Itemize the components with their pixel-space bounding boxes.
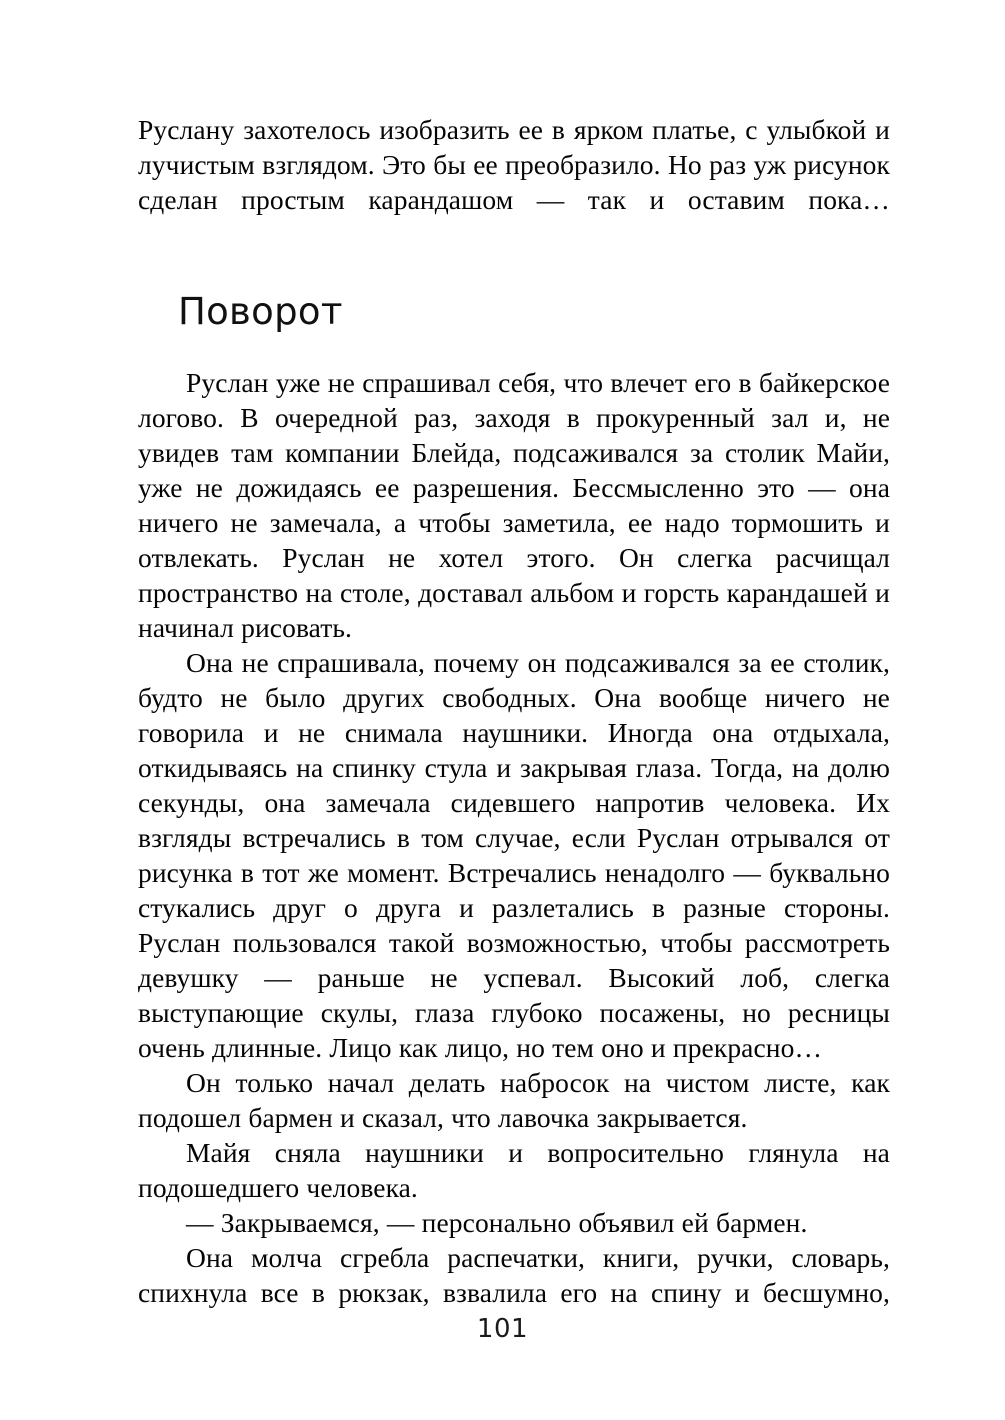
paragraph-6: Она молча сгребла распечатки, книги, ручки, словарь, спихнула все в рюкзак, взвалила его на спину и бесшумно, bbox=[138, 1242, 890, 1308]
paragraph-5-dialogue: — Закрываемся, — персонально объявил ей бармен. bbox=[186, 1207, 808, 1238]
paragraph-4: Майя сняла наушники и вопросительно глянула на подошедшего человека. bbox=[138, 1137, 890, 1203]
continuation-paragraph-block bbox=[138, 112, 890, 217]
body-text-block bbox=[138, 365, 890, 1310]
paragraph-2: Она не спрашивала, почему он подсаживался за ее столик, будто не было других свободных. Она вообще ничего не говорила и не снимала наушники. Иногда она отдыхала, откидываясь на спинку стула и закрывая глаза. Тогда, на долю секунды, она замечала сидевшего напротив человека. Их взгляды встречались в том случае, если Руслан отрывался от рисунка в тот же момент. Встречались ненадолго — буквально стукались друг о друга и разлетались в разные стороны. Руслан пользовался такой возможностью, чтобы рассмотреть девушку — раньше не успевал. Высокий лоб, слегка выступающие скулы, глаза глубоко посажены, но ресницы очень длинные. Лицо как лицо, но тем оно и прекрасно… bbox=[138, 647, 890, 1063]
section-heading: Поворот bbox=[178, 290, 343, 333]
paragraph-3: Он только начал делать набросок на чистом листе, как подошел бармен и сказал, что лавочка закрывается. bbox=[138, 1067, 890, 1133]
continuation-paragraph: Руслану захотелось изобразить ее в ярком платье, с улыбкой и лучистым взглядом. Это бы ее преобразило. Но раз уж рисунок сделан простым карандашом — так и оставим пока… bbox=[138, 114, 890, 215]
page-number: 101 bbox=[476, 1314, 529, 1344]
paragraph-1: Руслан уже не спрашивал себя, что влечет его в байкерское логово. В очередной раз, заходя в прокуренный зал и, не увидев там компании Блейда, подсаживался за столик Майи, уже не дожидаясь ее разрешения. Бессмысленно это — она ничего не замечала, а чтобы заметила, ее надо тормошить и отвлекать. Руслан не хотел этого. Он слегка расчищал пространство на столе, доставал альбом и горсть карандашей и начинал рисовать. bbox=[138, 367, 890, 643]
